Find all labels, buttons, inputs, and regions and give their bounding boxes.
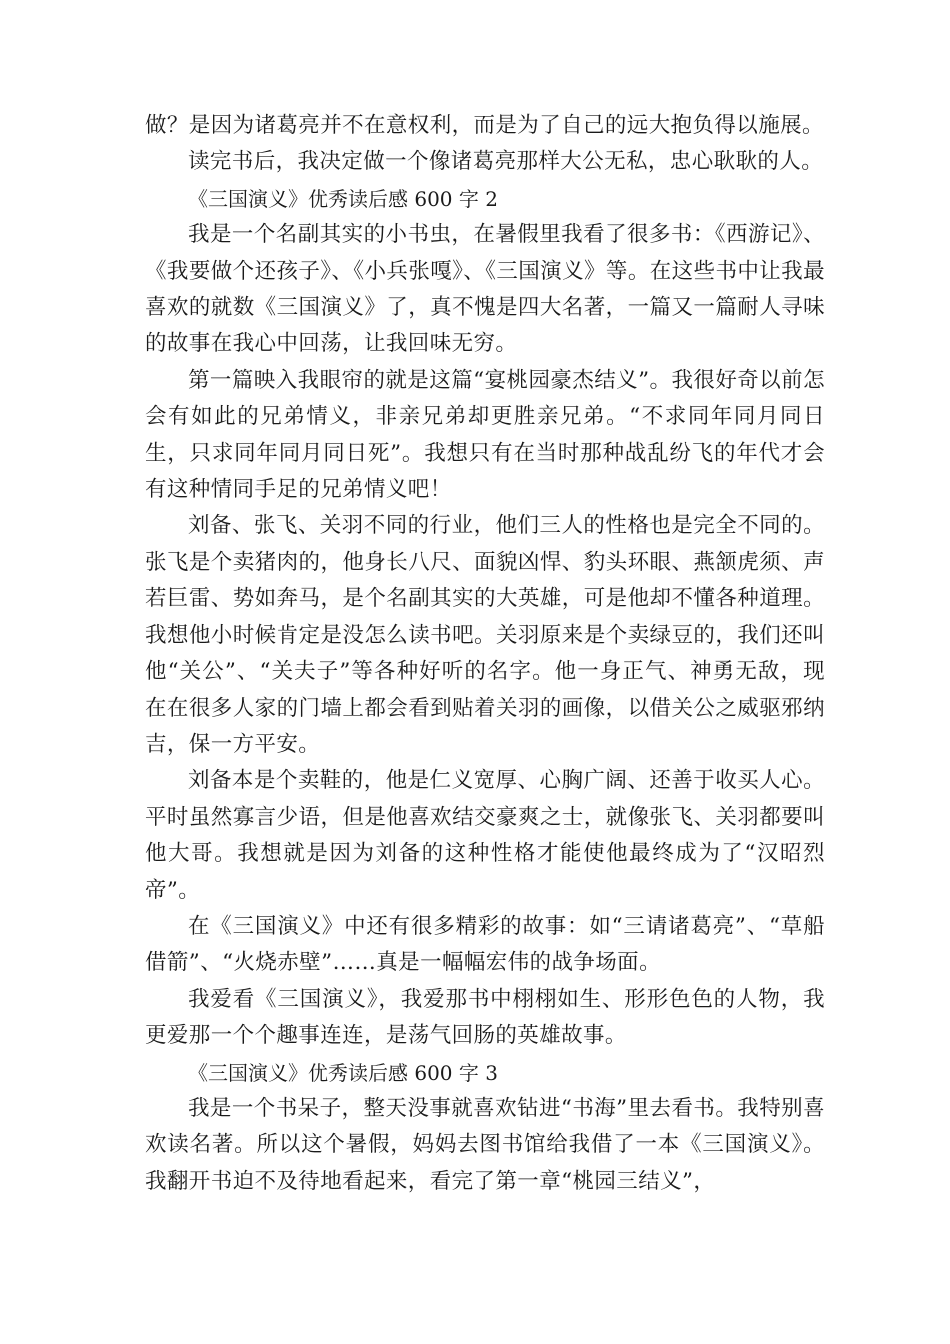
section-heading-2: 《三国演义》优秀读后感 600 字 2: [188, 186, 498, 211]
paragraph-8: 我爱看《三国演义》，我爱那书中栩栩如生、形形色色的人物，我更爱那一个个趣事连连，是荡气回肠的英雄故事。: [145, 986, 825, 1049]
paragraph-6: 刘备本是个卖鞋的，他是仁义宽厚、心胸广阔、还善于收买人心。平时虽然寡言少语，但是他喜欢结交豪爽之士，就像张飞、关羽都要叫他大哥。我想就是因为刘备的这种性格才能使他最终成为了“汉昭烈帝”。: [145, 768, 825, 903]
section-heading-3: 《三国演义》优秀读后感 600 字 3: [188, 1060, 498, 1085]
paragraph-5: 刘备、张飞、关羽不同的行业，他们三人的性格也是完全不同的。张飞是个卖猪肉的，他身长八尺、面貌凶悍、豹头环眼、燕颔虎须、声若巨雷、势如奔马，是个名副其实的大英雄，可是他却不懂各种道理。我想他小时候肯定是没怎么读书吧。关羽原来是个卖绿豆的，我们还叫他“关公”、“关夫子”等各种好听的名字。他一身正气、神勇无敌，现在在很多人家的门墙上都会看到贴着关羽的画像，以借关公之威驱邪纳吉，保一方平安。: [145, 513, 825, 757]
paragraph-3: 我是一个名副其实的小书虫，在暑假里我看了很多书：《西游记》、《我要做个还孩子》、《小兵张嘎》、《三国演义》等。在这些书中让我最喜欢的就数《三国演义》了，真不愧是四大名著，一篇又一篇耐人寻味的故事在我心中回荡，让我回味无穷。: [145, 222, 825, 357]
paragraph-4: 第一篇映入我眼帘的就是这篇“宴桃园豪杰结义”。我很好奇以前怎会有如此的兄弟情义，非亲兄弟却更胜亲兄弟。“不求同年同月同日生，只求同年同月同日死”。我想只有在当时那种战乱纷飞的年代才会有这种情同手足的兄弟情义吧！: [145, 367, 825, 503]
paragraph-2: 读完书后，我决定做一个像诸葛亮那样大公无私，忠心耿耿的人。: [188, 149, 824, 175]
paragraph-9: 我是一个书呆子，整天没事就喜欢钻进“书海”里去看书。我特别喜欢读名著。所以这个暑假，妈妈去图书馆给我借了一本《三国演义》。我翻开书迫不及待地看起来，看完了第一章“桃园三结义”，: [145, 1095, 825, 1194]
paragraph-1: 做？是因为诸葛亮并不在意权利，而是为了自己的远大抱负得以施展。: [145, 113, 824, 138]
document-body: [145, 108, 825, 1200]
paragraph-7: 在《三国演义》中还有很多精彩的故事：如“三请诸葛亮”、“草船借箭”、“火烧赤壁”……真是一幅幅宏伟的战争场面。: [145, 913, 825, 976]
